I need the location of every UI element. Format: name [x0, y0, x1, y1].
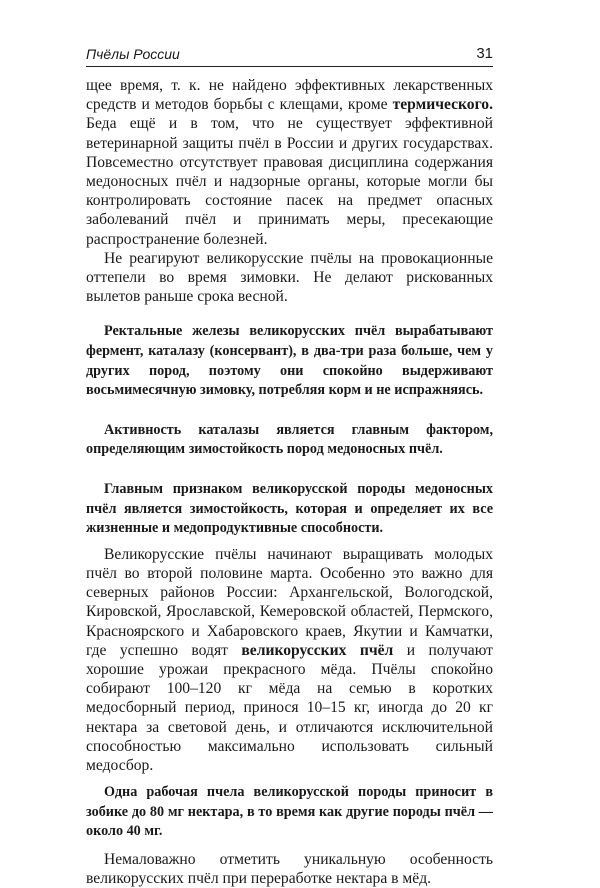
bold-statement-main-trait — [86, 480, 493, 539]
page-number: 31 — [476, 45, 493, 62]
bold-term: великорусских пчёл — [241, 641, 394, 659]
paragraph-thaw: Не реагируют великорусские пчёлы на провокационные оттепели во время зимовки. Не делают рискованных вылетов раньше срока весной. — [86, 249, 493, 306]
paragraph-text: и получают хорошие урожаи прекрасного мёда. Пчёлы спокойно собирают 100–120 кг мёда на семью в коротких медосборный период, принося 10–15 кг, иногда до 20 кг нектара за световой день, и отличаются исключительной способностью максимально использовать сильный медосбор. — [86, 641, 493, 775]
bold-statement-catalase — [86, 322, 493, 400]
paragraph-processing: Немаловажно отметить уникальную особенность великорусских пчёл при переработке нектара в мёд. — [86, 851, 493, 888]
bold-paragraph: Главным признаком великорусской породы медоносных пчёл является зимостойкость, которая и определяет их все жизненные и медопродуктивные способности. — [86, 481, 493, 537]
bold-paragraph: Одна рабочая пчела великорусской породы приносит в зобике до 80 мг нектара, в то время как другие породы пчёл — около 40 мг. — [86, 784, 493, 840]
paragraph-text: Беда ещё и в том, что не существует эффективной ветеринарной защиты пчёл в России и других государствах. Повсеместно отсутствует правовая дисциплина содержания медоносных пчёл и надзорные органы, которые могли бы контролировать состояние пасек на предмет опасных заболеваний пчёл и принимать меры, пресекающие распространение болезней. — [86, 115, 493, 248]
bold-statement-nectar — [86, 783, 493, 842]
paragraph-text: щее время, т. к. не найдено эффективных лекарственных средств и методов борьбы с клещами, кроме — [86, 77, 493, 114]
page-body — [86, 76, 493, 888]
bold-paragraph: Ректальные железы великорусских пчёл вырабатывают фермент, каталазу (консервант), в два-три раза больше, чем у других пород, поэтому они спокойно выдерживают восьмимесячную зимовку, потребляя корм и не испражняясь. — [86, 323, 493, 399]
paragraph-text: Великорусские пчёлы начинают выращивать молодых пчёл во второй половине марта. Особенно это важно для северных районов России: Архангельской, Вологодской, Кировской, Ярославской, Кемеровской областей, Пермского, Красноярского и Хабаровского краев, Якутии и Камчатки, где успешно водят — [86, 545, 493, 659]
bold-statement-winter-hardiness — [86, 421, 493, 460]
bold-paragraph: Активность каталазы является главным фактором, определяющим зимостойкость пород медоносных пчёл. — [86, 421, 493, 458]
paragraph-continuation — [86, 76, 493, 249]
bold-term: термического. — [392, 96, 493, 114]
running-header — [86, 44, 493, 67]
running-title: Пчёлы России — [86, 46, 180, 62]
paragraph-spring-brood — [86, 545, 493, 775]
